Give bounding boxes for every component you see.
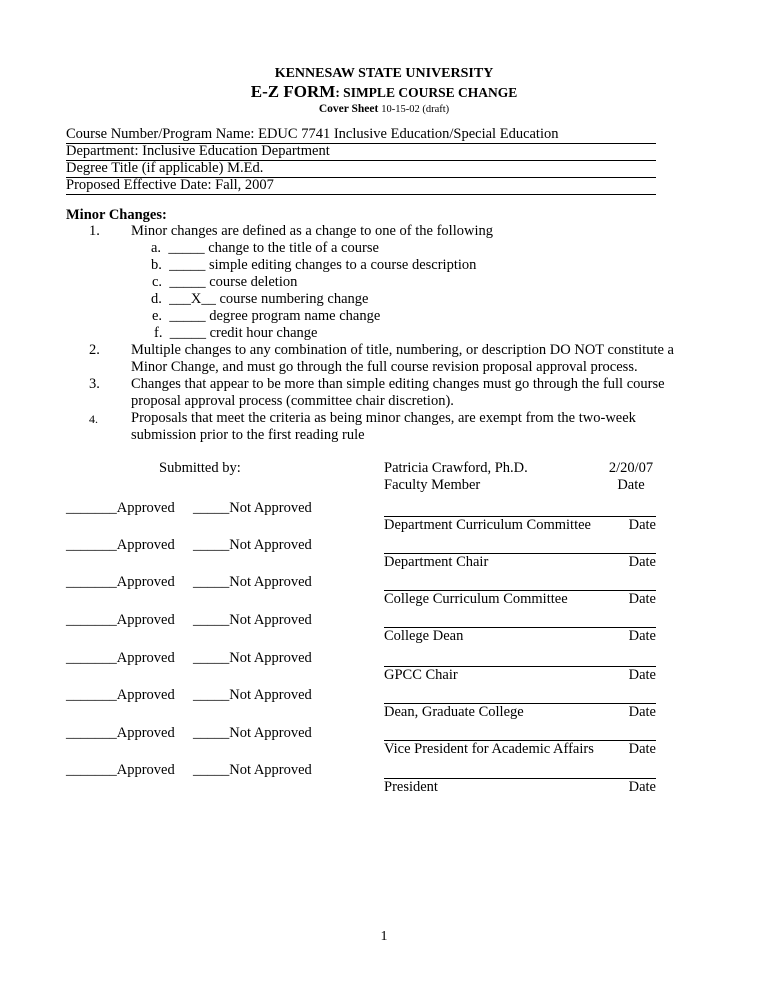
subitem-letter: a. — [151, 240, 162, 256]
approved-option[interactable]: _______Approved — [66, 537, 175, 553]
minor-changes-heading: Minor Changes: — [66, 207, 167, 223]
item-4-number: 4. — [89, 412, 98, 426]
form-subtitle: : SIMPLE COURSE CHANGE — [335, 85, 518, 100]
subitem-mark: _____ — [168, 240, 205, 256]
approved-option[interactable]: _______Approved — [66, 612, 175, 628]
form-title — [0, 82, 768, 102]
field-degree-label: Degree Title (if applicable) — [66, 160, 228, 176]
signer-label-row — [384, 779, 656, 796]
form-name: E-Z FORM — [250, 82, 336, 101]
submission-date-label: Date — [617, 477, 645, 493]
item-3-text-line2: proposal approval process (committee chair discretion). — [131, 393, 454, 409]
item-1-number: 1. — [89, 223, 100, 239]
field-department-label: Department: — [66, 143, 143, 159]
signer-date-label: Date — [628, 779, 656, 795]
item-1-text: Minor changes are defined as a change to one of the following — [131, 223, 493, 239]
subitem-letter: e. — [152, 308, 163, 324]
subitem-letter: d. — [151, 291, 162, 307]
signer-label-row — [384, 628, 656, 645]
field-course — [66, 126, 656, 144]
subitem-text: course deletion — [205, 274, 298, 290]
signer-date-label: Date — [628, 591, 656, 607]
approved-option[interactable]: _______Approved — [66, 500, 175, 516]
approved-option[interactable]: _______Approved — [66, 687, 175, 703]
submission-date: 2/20/07 — [608, 460, 654, 476]
not-approved-option[interactable]: _____Not Approved — [193, 725, 312, 741]
cover-sheet-line — [0, 103, 768, 115]
approved-option[interactable]: _______Approved — [66, 725, 175, 741]
item-4-text-line2: submission prior to the first reading rule — [131, 427, 365, 443]
signer-label-row — [384, 704, 656, 721]
field-effective-date — [66, 177, 656, 195]
field-degree-value: M.Ed. — [227, 160, 264, 176]
not-approved-option[interactable]: _____Not Approved — [193, 650, 312, 666]
field-department — [66, 143, 656, 161]
cover-sheet-date: 10-15-02 (draft) — [381, 104, 450, 115]
approved-option[interactable]: _______Approved — [66, 650, 175, 666]
item-3-number: 3. — [89, 376, 100, 392]
signer-date-label: Date — [628, 667, 656, 683]
subitem-letter: c. — [152, 274, 163, 290]
item-2-text-line2: Minor Change, and must go through the full course revision proposal approval process. — [131, 359, 638, 375]
not-approved-option[interactable]: _____Not Approved — [193, 687, 312, 703]
not-approved-option[interactable]: _____Not Approved — [193, 574, 312, 590]
subitem-d — [151, 291, 368, 308]
signer-label-row — [384, 741, 656, 758]
signer-title: College Dean — [384, 628, 464, 644]
field-course-label: Course Number/Program Name: — [66, 126, 259, 142]
page-number: 1 — [380, 929, 388, 944]
subitem-f — [154, 325, 318, 342]
signer-date-label: Date — [628, 517, 656, 533]
signer-title: President — [384, 779, 438, 795]
subitem-text: credit hour change — [205, 325, 318, 341]
signer-date-label: Date — [628, 628, 656, 644]
not-approved-option[interactable]: _____Not Approved — [193, 500, 312, 516]
field-course-value: EDUC 7741 Inclusive Education/Special Education — [258, 126, 559, 142]
field-effective-label: Proposed Effective Date: — [66, 177, 216, 193]
signer-title: Department Curriculum Committee — [384, 517, 591, 533]
signer-title: College Curriculum Committee — [384, 591, 568, 607]
subitem-letter: b. — [151, 257, 162, 273]
signer-date-label: Date — [628, 554, 656, 570]
signer-title: Vice President for Academic Affairs — [384, 741, 594, 757]
item-2-number: 2. — [89, 342, 100, 358]
signer-date-label: Date — [628, 741, 656, 757]
approved-option[interactable]: _______Approved — [66, 574, 175, 590]
subitem-mark: _____ — [169, 257, 206, 273]
cover-sheet-label: Cover Sheet — [318, 103, 379, 115]
subitem-letter: f. — [154, 325, 163, 341]
not-approved-option[interactable]: _____Not Approved — [193, 612, 312, 628]
approved-option[interactable]: _______Approved — [66, 762, 175, 778]
subitem-mark: _____ — [169, 325, 206, 341]
subitem-mark: ___X__ — [169, 291, 216, 307]
university-name: KENNESAW STATE UNIVERSITY — [274, 66, 494, 81]
subitem-text: change to the title of a course — [204, 240, 379, 256]
subitem-a — [151, 240, 379, 257]
item-2-text-line1: Multiple changes to any combination of title, numbering, or description DO NOT constitute a — [131, 342, 674, 358]
submitter-name: Patricia Crawford, Ph.D. — [384, 460, 528, 476]
item-4-text-line1: Proposals that meet the criteria as being minor changes, are exempt from the two-week — [131, 410, 636, 426]
signer-date-label: Date — [628, 704, 656, 720]
signer-label-row — [384, 591, 656, 608]
field-effective-value: Fall, 2007 — [215, 177, 274, 193]
subitem-text: simple editing changes to a course description — [205, 257, 477, 273]
signer-title: Department Chair — [384, 554, 489, 570]
field-degree — [66, 160, 656, 178]
subitem-e — [152, 308, 380, 325]
signer-title: GPCC Chair — [384, 667, 458, 683]
signer-title: Dean, Graduate College — [384, 704, 524, 720]
not-approved-option[interactable]: _____Not Approved — [193, 762, 312, 778]
subitem-mark: _____ — [169, 274, 206, 290]
submitter-title: Faculty Member — [384, 477, 481, 493]
field-department-value: Inclusive Education Department — [142, 143, 330, 159]
signer-label-row — [384, 554, 656, 571]
submitted-by-label: Submitted by: — [159, 460, 241, 476]
subitem-c — [152, 274, 297, 291]
signer-label-row — [384, 667, 656, 684]
item-3-text-line1: Changes that appear to be more than simple editing changes must go through the full course — [131, 376, 665, 392]
subitem-mark: _____ — [169, 308, 206, 324]
subitem-b — [151, 257, 476, 274]
not-approved-option[interactable]: _____Not Approved — [193, 537, 312, 553]
subitem-text: degree program name change — [205, 308, 381, 324]
signer-label-row — [384, 517, 656, 534]
subitem-text: course numbering change — [215, 291, 369, 307]
